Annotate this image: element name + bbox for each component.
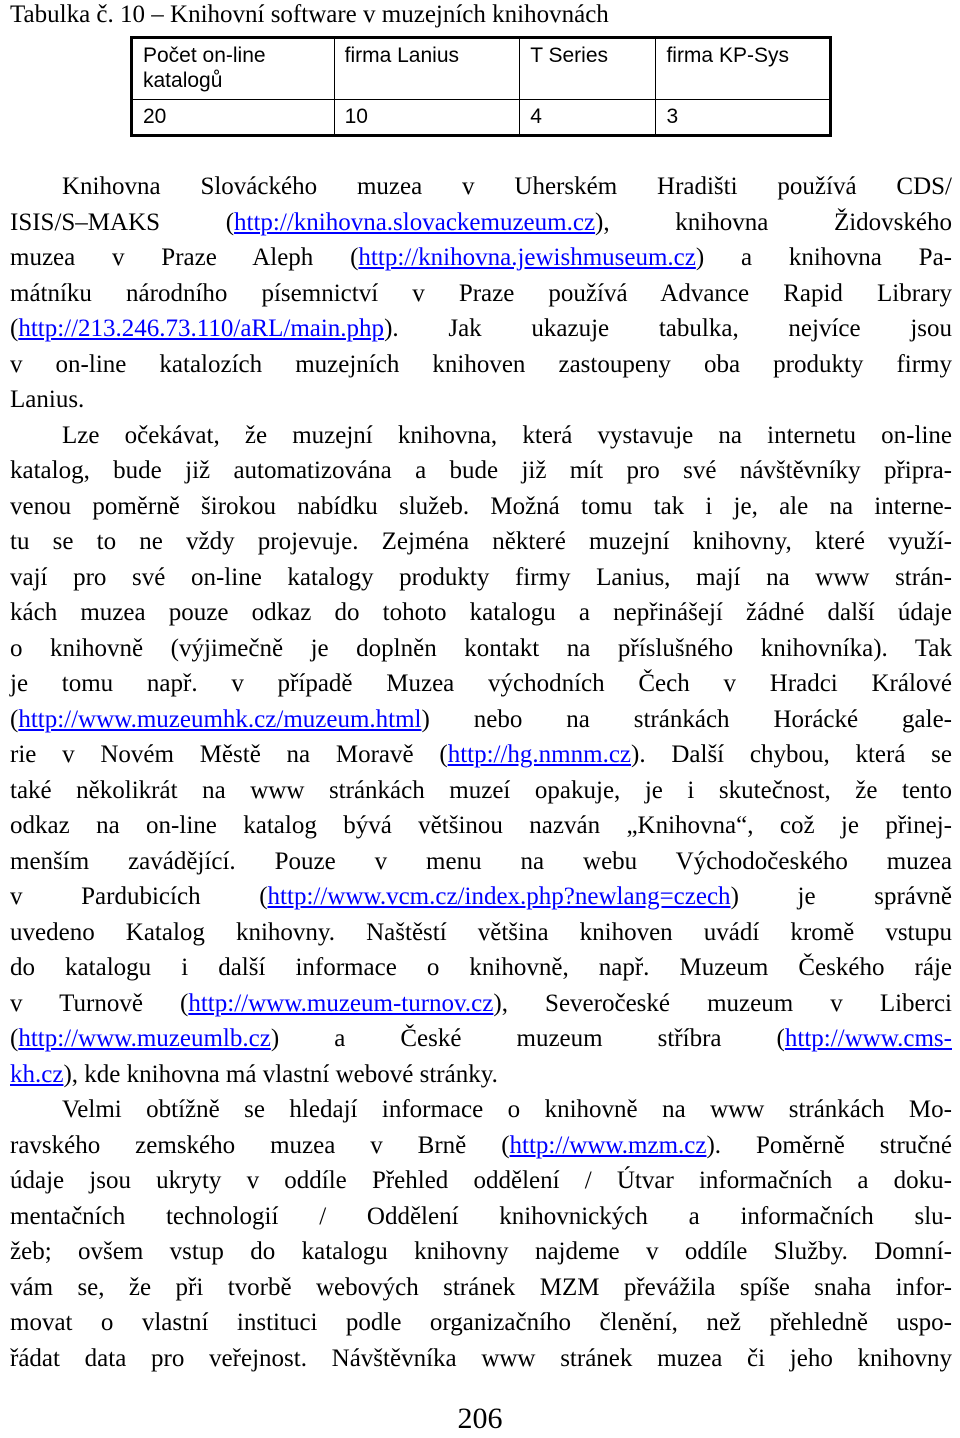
- text-line: venou poměrně širokou nabídku služeb. Možná tomu tak i je, ale na interne-: [10, 492, 952, 520]
- link-vcm[interactable]: http://www.vcm.cz/index.php?newlang=czech: [267, 883, 731, 910]
- text-line: v Pardubicích (http://www.vcm.cz/index.php?newlang=czech) je správně: [10, 883, 952, 910]
- text-line: žeb; ovšem vstup do katalogu knihovny najdeme v oddíle Služby. Domní-: [10, 1238, 952, 1265]
- text-line: údaje jsou ukryty v oddíle Přehled oddělení / Útvar informačních a doku-: [10, 1167, 952, 1194]
- text-line: kách muzea pouze odkaz do tohoto katalogu a nepřinášejí žádné další údaje: [10, 599, 952, 626]
- text-line: vají pro své on-line katalogy produkty firmy Lanius, mají na www strán-: [10, 563, 952, 591]
- link-slovackemuzeum[interactable]: http://knihovna.slovackemuzeum.cz: [234, 208, 596, 236]
- value-cell-kpsys: 3: [656, 100, 831, 136]
- text-line: movat o vlastní instituci podle organizačního členění, než přehledně uspo-: [10, 1309, 952, 1336]
- text-line: řádat data pro veřejnost. Návštěvníka www stránek muzea či jeho knihovny: [10, 1344, 952, 1372]
- text-line: mentačních technologií / Oddělení knihovnických a informačních slu-: [10, 1202, 952, 1230]
- link-muzeumhk[interactable]: http://www.muzeumhk.cz/muzeum.html: [18, 705, 422, 733]
- value-cell-tseries: 4: [520, 100, 656, 136]
- link-nmnm[interactable]: http://hg.nmnm.cz: [447, 741, 632, 768]
- header-cell-kpsys: firma KP-Sys: [656, 38, 831, 100]
- text-line: (http://www.muzeumlb.cz) a České muzeum stříbra (http://www.cms-: [10, 1025, 952, 1052]
- text-line: vám se, že při tvorbě webových stránek MZM převážila spíše snaha infor-: [10, 1273, 952, 1301]
- text-line: katalog, bude již automatizována a bude již mít pro své návštěvníky připra-: [10, 457, 952, 484]
- text-line: ISIS/S–MAKS (http://knihovna.slovackemuzeum.cz), knihovna Židovského: [10, 208, 952, 236]
- table-row: [132, 100, 831, 136]
- text-line: je tomu např. v případě Muzea východních Čech v Hradci Králové: [10, 670, 952, 697]
- link-mzm[interactable]: http://www.mzm.cz: [509, 1131, 707, 1159]
- text-line: odkaz na on-line katalog bývá většinou nazván „Knihovna“, což je přinej-: [10, 812, 952, 839]
- text-line: Lanius.: [10, 386, 85, 413]
- link-muzeum-turnov[interactable]: http://www.muzeum-turnov.cz: [188, 989, 494, 1017]
- text-line: mátníku národního písemnictví v Praze používá Advance Rapid Library: [10, 279, 952, 307]
- text-line: o knihovně (výjimečně je doplněn kontakt na příslušného knihovníka). Tak: [10, 634, 952, 662]
- text-line: uvedeno Katalog knihovny. Naštěstí většina knihoven uvádí kromě vstupu: [10, 918, 952, 946]
- table-caption: Tabulka č. 10 – Knihovní software v muzejních knihovnách: [10, 1, 609, 28]
- link-cms-kh[interactable]: http://www.cms-: [784, 1025, 952, 1052]
- text-line: (http://213.246.73.110/aRL/main.php). Jak ukazuje tabulka, nejvíce jsou: [10, 315, 952, 342]
- text-line: Lze očekávat, že muzejní knihovna, která vystavuje na internetu on-line: [62, 421, 952, 449]
- text-line: Velmi obtížně se hledají informace o knihovně na www stránkách Mo-: [62, 1096, 952, 1123]
- text-line: rie v Novém Městě na Moravě (http://hg.nmnm.cz). Další chybou, která se: [10, 741, 952, 768]
- header-cell-lanius: firma Lanius: [334, 38, 520, 100]
- value-cell-lanius: 10: [334, 100, 520, 136]
- link-arl[interactable]: http://213.246.73.110/aRL/main.php: [18, 315, 385, 342]
- text-line: v on-line katalozích muzejních knihoven zastoupeny oba produkty firmy: [10, 350, 952, 378]
- text-line: do katalogu i další informace o knihovně, např. Muzeum Českého ráje: [10, 954, 952, 981]
- text-line: ravského zemského muzea v Brně (http://www.mzm.cz). Poměrně stručné: [10, 1131, 952, 1159]
- link-muzeumlb[interactable]: http://www.muzeumlb.cz: [18, 1025, 271, 1052]
- text-line: muzea v Praze Aleph (http://knihovna.jewishmuseum.cz) a knihovna Pa-: [10, 244, 953, 271]
- value-cell-count: 20: [132, 100, 335, 136]
- page-number: 206: [457, 1402, 503, 1435]
- table-header-row: [132, 38, 831, 100]
- header-cell-count: Počet on-line katalogů: [132, 38, 335, 100]
- catalog-table: [130, 36, 832, 137]
- text-line: v Turnově (http://www.muzeum-turnov.cz), Severočeské muzeum v Liberci: [10, 989, 953, 1017]
- text-line: menším zavádějící. Pouze v menu na webu Východočeského muzea: [10, 847, 952, 875]
- text-line: také několikrát na www stránkách muzeí opakuje, je i skutečnost, že tento: [10, 776, 952, 804]
- header-cell-tseries: T Series: [520, 38, 656, 100]
- body-text: [10, 169, 952, 1376]
- text-line: tu se to ne vždy projevuje. Zejména některé muzejní knihovny, které využí-: [10, 528, 952, 555]
- link-jewishmuseum[interactable]: http://knihovna.jewishmuseum.cz: [358, 244, 696, 271]
- text-line: kh.cz), kde knihovna má vlastní webové stránky.: [10, 1060, 498, 1088]
- link-cms-kh-cont[interactable]: kh.cz: [10, 1060, 64, 1088]
- text-line: (http://www.muzeumhk.cz/muzeum.html) nebo na stránkách Horácké gale-: [10, 705, 952, 733]
- text-line: Knihovna Slováckého muzea v Uherském Hradišti používá CDS/: [62, 173, 952, 200]
